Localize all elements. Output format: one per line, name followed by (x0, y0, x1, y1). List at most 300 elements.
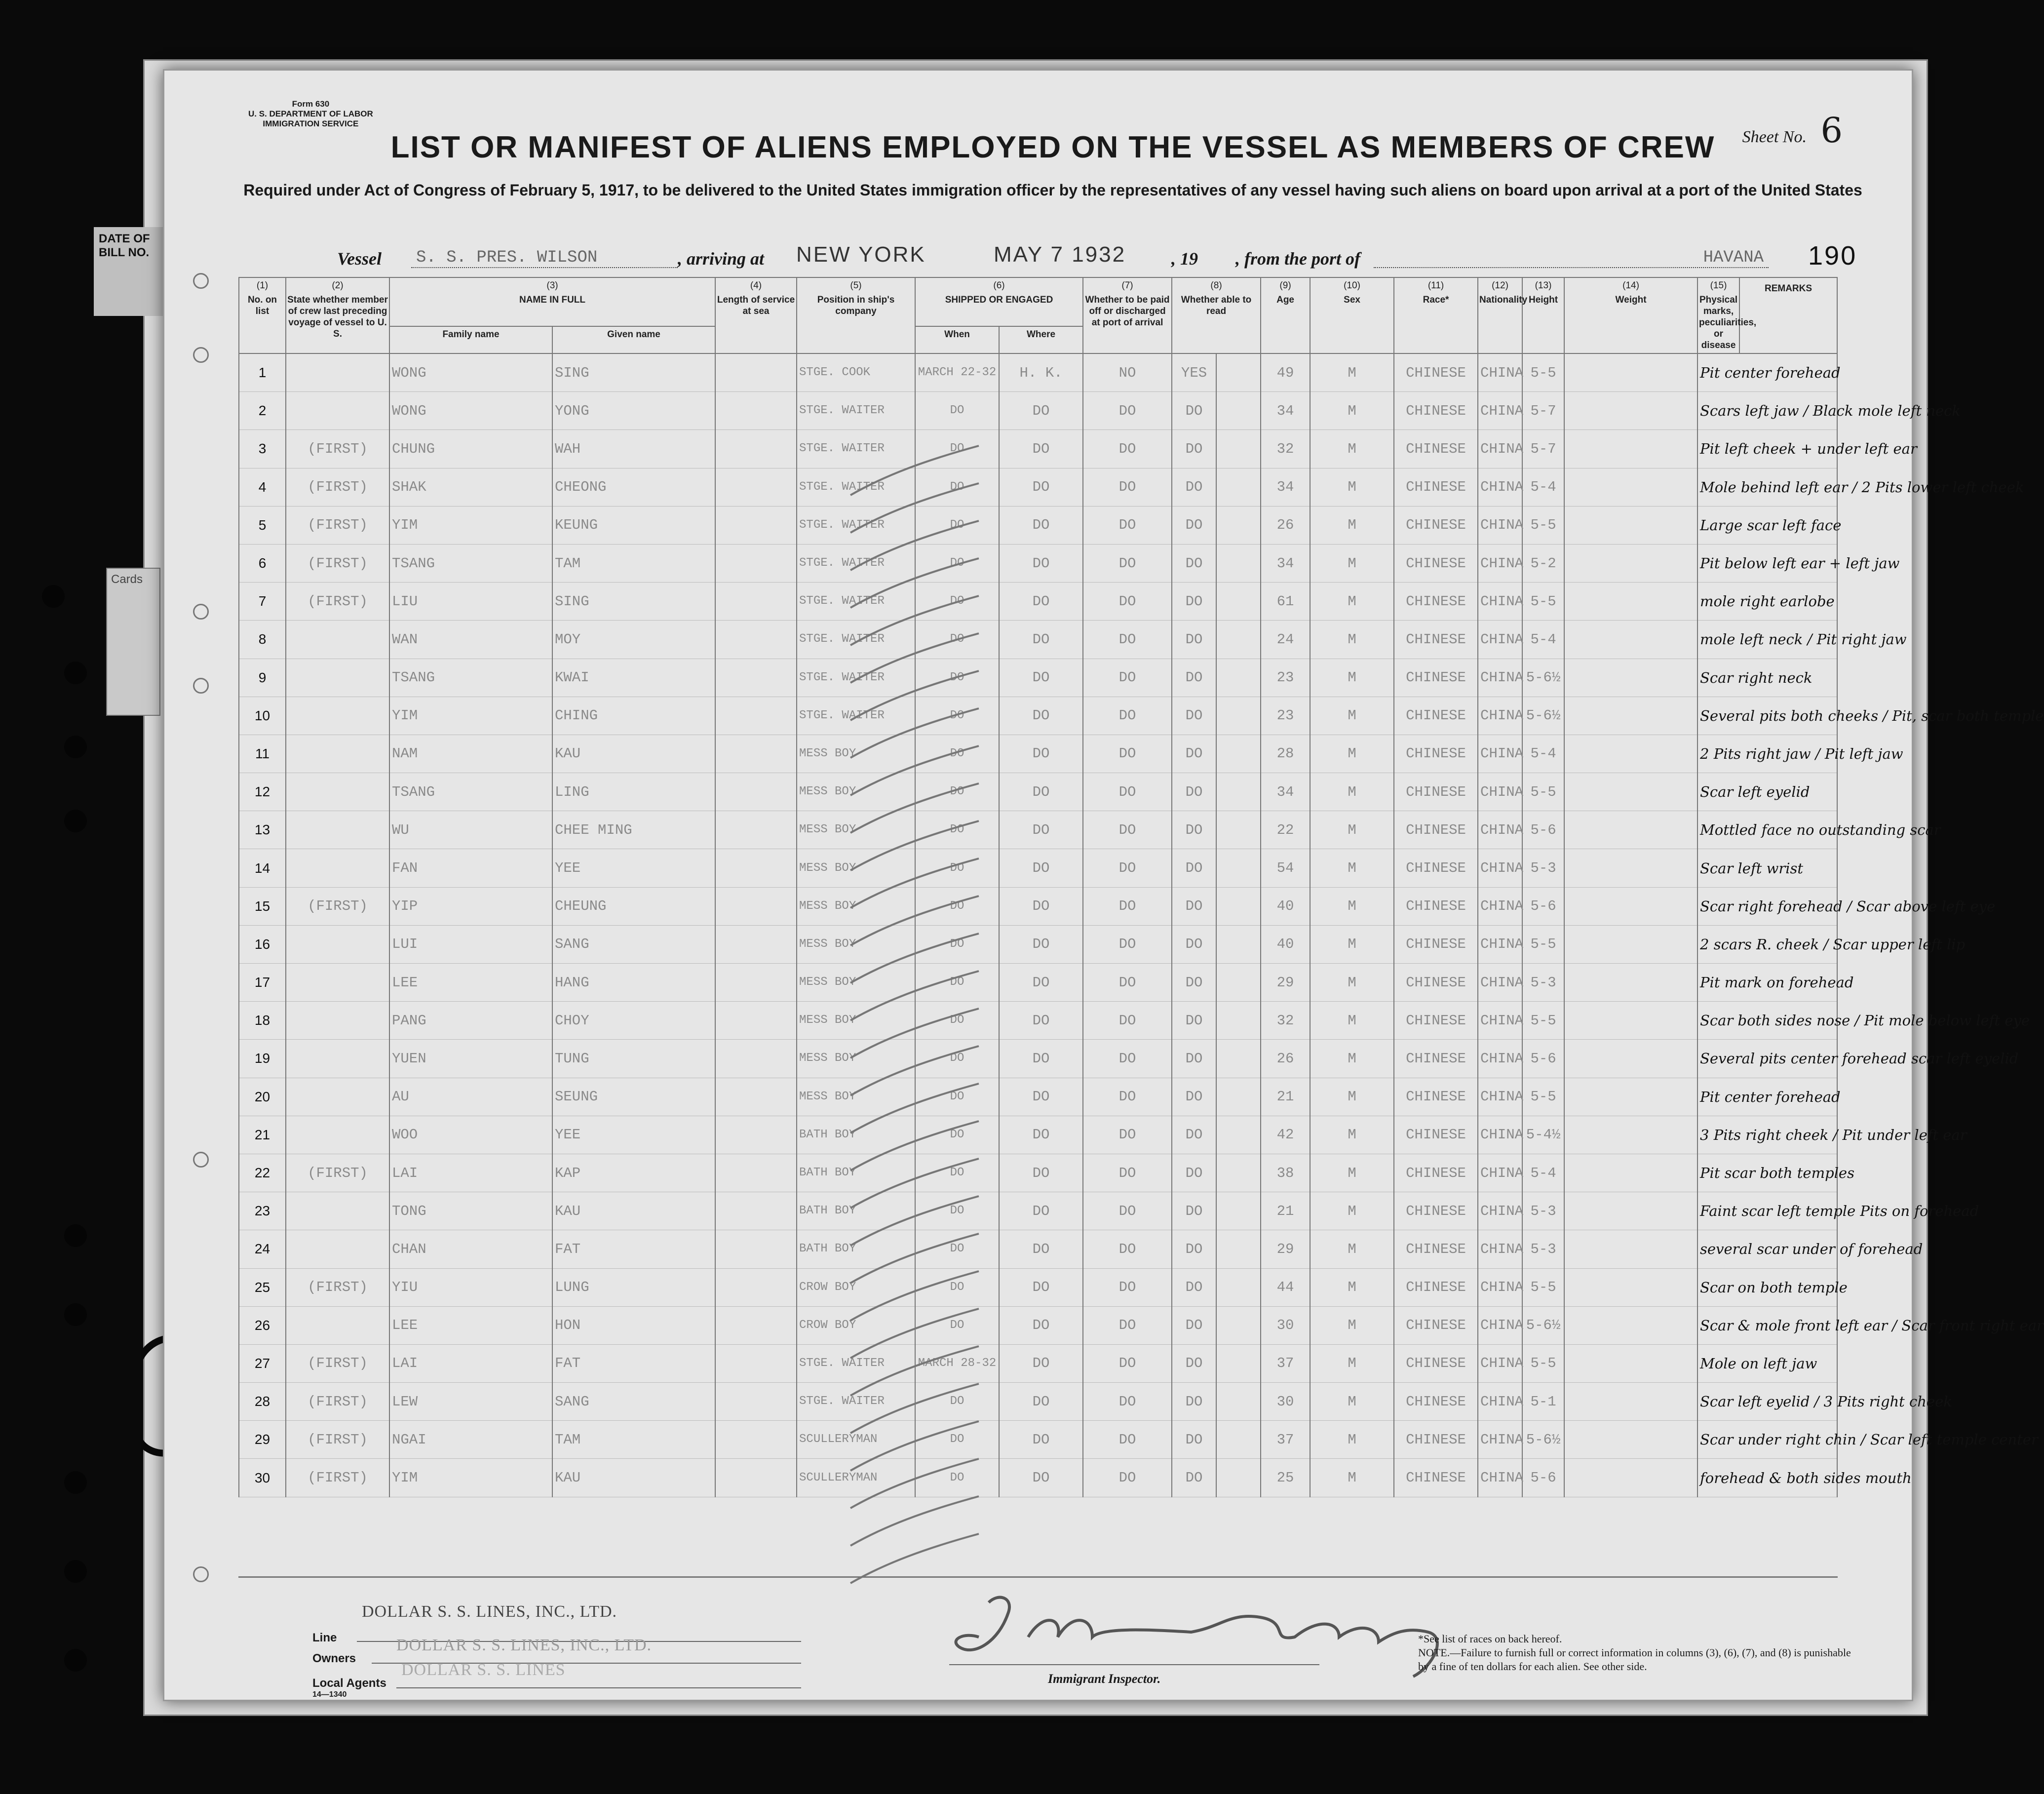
sex: M (1310, 735, 1394, 773)
position: STGE. WAITER (797, 659, 915, 697)
family-name: LIU (389, 583, 552, 621)
height: 5-5 (1522, 1344, 1564, 1382)
family-name: LAI (389, 1154, 552, 1192)
read-spacer (1216, 773, 1261, 811)
read-spacer (1216, 697, 1261, 735)
race: CHINESE (1394, 1154, 1478, 1192)
able-to-read: DO (1172, 811, 1216, 849)
previous-voyage (286, 964, 389, 1002)
age: 29 (1261, 1230, 1310, 1268)
previous-voyage (286, 1192, 389, 1230)
position: STGE. WAITER (797, 1383, 915, 1421)
weight (1564, 887, 1697, 925)
shipped-where: DO (999, 506, 1083, 544)
sex: M (1310, 392, 1394, 430)
given-name: CHEE MING (552, 811, 715, 849)
shipped-where: DO (999, 964, 1083, 1002)
form-id (248, 99, 373, 129)
able-to-read: DO (1172, 964, 1216, 1002)
race: CHINESE (1394, 1078, 1478, 1116)
age: 49 (1261, 353, 1310, 392)
race: CHINESE (1394, 544, 1478, 582)
race: CHINESE (1394, 1002, 1478, 1040)
nationality: CHINA (1478, 1344, 1522, 1382)
able-to-read: DO (1172, 773, 1216, 811)
physical-marks: Mole on left jaw (1697, 1344, 1837, 1382)
weight (1564, 1078, 1697, 1116)
weight (1564, 1268, 1697, 1306)
shipped-where: DO (999, 1040, 1083, 1078)
shipped-where: DO (999, 468, 1083, 506)
height: 5-6½ (1522, 659, 1564, 697)
age: 21 (1261, 1078, 1310, 1116)
nationality: CHINA (1478, 468, 1522, 506)
col-name-in-full: (3) NAME IN FULL (389, 277, 715, 326)
shipped-where: DO (999, 1383, 1083, 1421)
read-spacer (1216, 659, 1261, 697)
weight (1564, 506, 1697, 544)
table-row (239, 392, 1837, 430)
row-number: 1 (239, 353, 286, 392)
sex: M (1310, 1306, 1394, 1344)
agents-value: DOLLAR S. S. LINES (401, 1661, 566, 1679)
shipped-when: DO (915, 392, 999, 430)
family-name: YUEN (389, 1040, 552, 1078)
nationality: CHINA (1478, 887, 1522, 925)
col-shipped-engaged: (6) SHIPPED OR ENGAGED (915, 277, 1083, 326)
race: CHINESE (1394, 925, 1478, 963)
previous-voyage: (FIRST) (286, 468, 389, 506)
page-title: LIST OR MANIFEST OF ALIENS EMPLOYED ON THE VESSEL AS MEMBERS OF CREW (390, 130, 1715, 164)
read-spacer (1216, 1078, 1261, 1116)
paid-off: DO (1083, 811, 1172, 849)
read-spacer (1216, 583, 1261, 621)
race: CHINESE (1394, 1344, 1478, 1382)
physical-marks: 2 scars R. cheek / Scar upper left lip (1697, 925, 1837, 963)
race: CHINESE (1394, 887, 1478, 925)
physical-marks: Pit center forehead (1697, 353, 1837, 392)
row-number: 15 (239, 887, 286, 925)
sex: M (1310, 430, 1394, 468)
col-remarks: REMARKS (1739, 277, 1837, 353)
col-race: (11) Race* (1394, 277, 1478, 353)
shipped-where: DO (999, 1116, 1083, 1154)
physical-marks: Pit center forehead (1697, 1078, 1837, 1116)
shipped-where: H. K. (999, 353, 1083, 392)
form-code: 14—1340 (312, 1690, 347, 1699)
table-row (239, 1002, 1837, 1040)
row-number: 11 (239, 735, 286, 773)
length-of-service (715, 849, 797, 887)
paid-off: DO (1083, 773, 1172, 811)
previous-voyage: (FIRST) (286, 1459, 389, 1497)
length-of-service (715, 773, 797, 811)
shipped-when: DO (915, 887, 999, 925)
table-row (239, 811, 1837, 849)
row-number: 28 (239, 1383, 286, 1421)
race: CHINESE (1394, 964, 1478, 1002)
col-nationality: (12) Nationality (1478, 277, 1522, 353)
race: CHINESE (1394, 468, 1478, 506)
length-of-service (715, 1306, 797, 1344)
read-spacer (1216, 964, 1261, 1002)
nationality: CHINA (1478, 1421, 1522, 1459)
table-row (239, 621, 1837, 659)
physical-marks: mole right earlobe (1697, 583, 1837, 621)
paid-off: DO (1083, 544, 1172, 582)
age: 34 (1261, 773, 1310, 811)
col-when: When (915, 326, 999, 353)
row-number: 6 (239, 544, 286, 582)
shipped-where: DO (999, 811, 1083, 849)
race: CHINESE (1394, 1192, 1478, 1230)
shipped-when: DO (915, 544, 999, 582)
able-to-read: DO (1172, 1230, 1216, 1268)
weight (1564, 773, 1697, 811)
sex: M (1310, 1230, 1394, 1268)
table-row (239, 1268, 1837, 1306)
physical-marks: Several pits center forehead scar left eyelid (1697, 1040, 1837, 1078)
position: STGE. WAITER (797, 468, 915, 506)
position: MESS BOY (797, 925, 915, 963)
row-number: 16 (239, 925, 286, 963)
read-spacer (1216, 1268, 1261, 1306)
weight (1564, 697, 1697, 735)
previous-voyage: (FIRST) (286, 506, 389, 544)
physical-marks: Mottled face no outstanding scar (1697, 811, 1837, 849)
read-spacer (1216, 1459, 1261, 1497)
race: CHINESE (1394, 583, 1478, 621)
height: 5-4 (1522, 621, 1564, 659)
row-number: 13 (239, 811, 286, 849)
row-number: 2 (239, 392, 286, 430)
given-name: CHING (552, 697, 715, 735)
age: 42 (1261, 1116, 1310, 1154)
read-spacer (1216, 887, 1261, 925)
physical-marks: Mole behind left ear / 2 Pits lower left cheek (1697, 468, 1837, 506)
row-number: 29 (239, 1421, 286, 1459)
height: 5-5 (1522, 1268, 1564, 1306)
read-spacer (1216, 621, 1261, 659)
sex: M (1310, 353, 1394, 392)
race: CHINESE (1394, 1306, 1478, 1344)
able-to-read: DO (1172, 1383, 1216, 1421)
col-sex: (10) Sex (1310, 277, 1394, 353)
race: CHINESE (1394, 1383, 1478, 1421)
shipped-when: DO (915, 1078, 999, 1116)
inspector-line (949, 1664, 1319, 1665)
shipped-where: DO (999, 430, 1083, 468)
row-number: 24 (239, 1230, 286, 1268)
shipped-where: DO (999, 583, 1083, 621)
age: 38 (1261, 1154, 1310, 1192)
weight (1564, 849, 1697, 887)
stub-line-1: DATE OF (99, 232, 150, 245)
height: 5-6½ (1522, 1421, 1564, 1459)
given-name: FAT (552, 1230, 715, 1268)
shipped-where: DO (999, 887, 1083, 925)
physical-marks: Faint scar left temple Pits on forehead (1697, 1192, 1837, 1230)
age: 26 (1261, 1040, 1310, 1078)
punch-hole (64, 1471, 87, 1494)
weight (1564, 468, 1697, 506)
paid-off: DO (1083, 1154, 1172, 1192)
physical-marks: 3 Pits right cheek / Pit under left ear (1697, 1116, 1837, 1154)
previous-voyage (286, 1078, 389, 1116)
race: CHINESE (1394, 1116, 1478, 1154)
race: CHINESE (1394, 735, 1478, 773)
position: CROW BOY (797, 1306, 915, 1344)
given-name: KWAI (552, 659, 715, 697)
previous-voyage: (FIRST) (286, 1421, 389, 1459)
read-spacer (1216, 925, 1261, 963)
table-row (239, 697, 1837, 735)
height: 5-1 (1522, 1383, 1564, 1421)
sex: M (1310, 468, 1394, 506)
table-row (239, 735, 1837, 773)
given-name: TAM (552, 544, 715, 582)
form-number: Form 630 (292, 99, 330, 109)
read-spacer (1216, 1421, 1261, 1459)
family-name: NGAI (389, 1421, 552, 1459)
length-of-service (715, 468, 797, 506)
position: MESS BOY (797, 849, 915, 887)
physical-marks: Pit mark on forehead (1697, 964, 1837, 1002)
stub-line-2: BILL NO. (99, 246, 150, 259)
nationality: CHINA (1478, 849, 1522, 887)
race: CHINESE (1394, 621, 1478, 659)
age: 22 (1261, 811, 1310, 849)
race: CHINESE (1394, 1040, 1478, 1078)
height: 5-6 (1522, 1040, 1564, 1078)
given-name: LING (552, 773, 715, 811)
height: 5-5 (1522, 353, 1564, 392)
shipped-when: DO (915, 468, 999, 506)
col-position: (5) Position in ship's company (797, 277, 915, 353)
able-to-read: DO (1172, 1154, 1216, 1192)
margin-hole (193, 678, 209, 694)
able-to-read: DO (1172, 1306, 1216, 1344)
shipped-when: DO (915, 621, 999, 659)
family-name: AU (389, 1078, 552, 1116)
paid-off: DO (1083, 697, 1172, 735)
stub-card (106, 568, 160, 716)
paid-off: DO (1083, 1002, 1172, 1040)
paid-off: DO (1083, 1230, 1172, 1268)
age: 34 (1261, 544, 1310, 582)
shipped-where: DO (999, 773, 1083, 811)
physical-marks: Large scar left face (1697, 506, 1837, 544)
sex: M (1310, 1344, 1394, 1382)
read-spacer (1216, 1116, 1261, 1154)
previous-voyage (286, 392, 389, 430)
vessel-name: S. S. PRES. WILSON (411, 248, 678, 268)
sheet-label: Sheet No. (1742, 128, 1807, 146)
physical-marks: mole left neck / Pit right jaw (1697, 621, 1837, 659)
able-to-read: DO (1172, 887, 1216, 925)
paid-off: DO (1083, 1459, 1172, 1497)
length-of-service (715, 1383, 797, 1421)
sheet-number (1742, 110, 1843, 151)
height: 5-3 (1522, 964, 1564, 1002)
sex: M (1310, 1078, 1394, 1116)
length-of-service (715, 735, 797, 773)
shipped-when: DO (915, 1192, 999, 1230)
punch-hole (64, 1303, 87, 1326)
given-name: SING (552, 583, 715, 621)
position: STGE. WAITER (797, 621, 915, 659)
physical-marks: Scar left wrist (1697, 849, 1837, 887)
row-number: 20 (239, 1078, 286, 1116)
sex: M (1310, 887, 1394, 925)
paid-off: DO (1083, 1268, 1172, 1306)
able-to-read: YES (1172, 353, 1216, 392)
able-to-read: DO (1172, 621, 1216, 659)
given-name: SEUNG (552, 1078, 715, 1116)
physical-marks: several scar under of forehead (1697, 1230, 1837, 1268)
height: 5-3 (1522, 1192, 1564, 1230)
col-height: (13) Height (1522, 277, 1564, 353)
shipped-where: DO (999, 1344, 1083, 1382)
given-name: WAH (552, 430, 715, 468)
given-name: MOY (552, 621, 715, 659)
length-of-service (715, 1192, 797, 1230)
sex: M (1310, 1154, 1394, 1192)
family-name: LEE (389, 1306, 552, 1344)
shipped-where: DO (999, 659, 1083, 697)
paid-off: DO (1083, 849, 1172, 887)
able-to-read: DO (1172, 506, 1216, 544)
shipped-where: DO (999, 1421, 1083, 1459)
line-company: DOLLAR S. S. LINES, INC., LTD. (362, 1602, 617, 1621)
race: CHINESE (1394, 811, 1478, 849)
shipped-where: DO (999, 1459, 1083, 1497)
physical-marks: Scars left jaw / Black mole left neck (1697, 392, 1837, 430)
race: CHINESE (1394, 1421, 1478, 1459)
weight (1564, 1230, 1697, 1268)
agents-underline (396, 1687, 801, 1688)
row-number: 8 (239, 621, 286, 659)
able-to-read: DO (1172, 1268, 1216, 1306)
previous-voyage (286, 1230, 389, 1268)
sex: M (1310, 697, 1394, 735)
age: 44 (1261, 1268, 1310, 1306)
position: BATH BOY (797, 1116, 915, 1154)
previous-voyage: (FIRST) (286, 1268, 389, 1306)
sex: M (1310, 849, 1394, 887)
nationality: CHINA (1478, 392, 1522, 430)
row-number: 30 (239, 1459, 286, 1497)
height: 5-6½ (1522, 697, 1564, 735)
margin-hole (193, 1566, 209, 1582)
crew-rows (239, 353, 2044, 1497)
family-name: LEE (389, 964, 552, 1002)
previous-voyage (286, 1002, 389, 1040)
previous-voyage (286, 659, 389, 697)
age: 34 (1261, 468, 1310, 506)
family-name: SHAK (389, 468, 552, 506)
given-name: KEUNG (552, 506, 715, 544)
shipped-when: DO (915, 659, 999, 697)
nationality: CHINA (1478, 1459, 1522, 1497)
age: 23 (1261, 697, 1310, 735)
shipped-when: DO (915, 1230, 999, 1268)
age: 61 (1261, 583, 1310, 621)
given-name: SANG (552, 925, 715, 963)
position: MESS BOY (797, 1040, 915, 1078)
vessel-line (164, 234, 1912, 278)
age: 23 (1261, 659, 1310, 697)
previous-voyage (286, 353, 389, 392)
table-row (239, 773, 1837, 811)
height: 5-5 (1522, 773, 1564, 811)
able-to-read: DO (1172, 583, 1216, 621)
nationality: CHINA (1478, 1383, 1522, 1421)
able-to-read: DO (1172, 1459, 1216, 1497)
footer (238, 1576, 1851, 1699)
table-row (239, 1154, 1837, 1192)
arrival-port: NEW YORK (796, 242, 926, 267)
height: 5-6 (1522, 1459, 1564, 1497)
position: BATH BOY (797, 1230, 915, 1268)
read-spacer (1216, 1230, 1261, 1268)
position: MESS BOY (797, 887, 915, 925)
paid-off: DO (1083, 735, 1172, 773)
length-of-service (715, 392, 797, 430)
given-name: CHOY (552, 1002, 715, 1040)
age: 40 (1261, 887, 1310, 925)
age: 32 (1261, 1002, 1310, 1040)
shipped-when: DO (915, 735, 999, 773)
race: CHINESE (1394, 773, 1478, 811)
read-spacer (1216, 811, 1261, 849)
nationality: CHINA (1478, 1116, 1522, 1154)
note-penalty: NOTE.—Failure to furnish full or correct information in columns (3), (6), (7), and (8) is punishable by a fine of ten dollars for each alien. See other side. (1418, 1646, 1851, 1673)
row-number: 26 (239, 1306, 286, 1344)
read-spacer (1216, 735, 1261, 773)
length-of-service (715, 964, 797, 1002)
able-to-read: DO (1172, 659, 1216, 697)
shipped-when: DO (915, 506, 999, 544)
weight (1564, 1383, 1697, 1421)
read-spacer (1216, 1040, 1261, 1078)
punch-hole (64, 736, 87, 758)
sex: M (1310, 964, 1394, 1002)
shipped-where: DO (999, 621, 1083, 659)
age: 25 (1261, 1459, 1310, 1497)
weight (1564, 544, 1697, 582)
given-name: KAU (552, 1459, 715, 1497)
height: 5-4 (1522, 735, 1564, 773)
height: 5-7 (1522, 430, 1564, 468)
table-row (239, 468, 1837, 506)
family-name: PANG (389, 1002, 552, 1040)
row-number: 7 (239, 583, 286, 621)
family-name: YIM (389, 1459, 552, 1497)
race: CHINESE (1394, 392, 1478, 430)
height: 5-6½ (1522, 1306, 1564, 1344)
shipped-where: DO (999, 1192, 1083, 1230)
previous-voyage: (FIRST) (286, 887, 389, 925)
able-to-read: DO (1172, 849, 1216, 887)
col-family-name: Family name (389, 326, 552, 353)
paid-off: DO (1083, 430, 1172, 468)
nationality: CHINA (1478, 1040, 1522, 1078)
shipped-where: DO (999, 925, 1083, 963)
paid-off: NO (1083, 353, 1172, 392)
sex: M (1310, 1192, 1394, 1230)
from-port: HAVANA (1374, 248, 1769, 268)
